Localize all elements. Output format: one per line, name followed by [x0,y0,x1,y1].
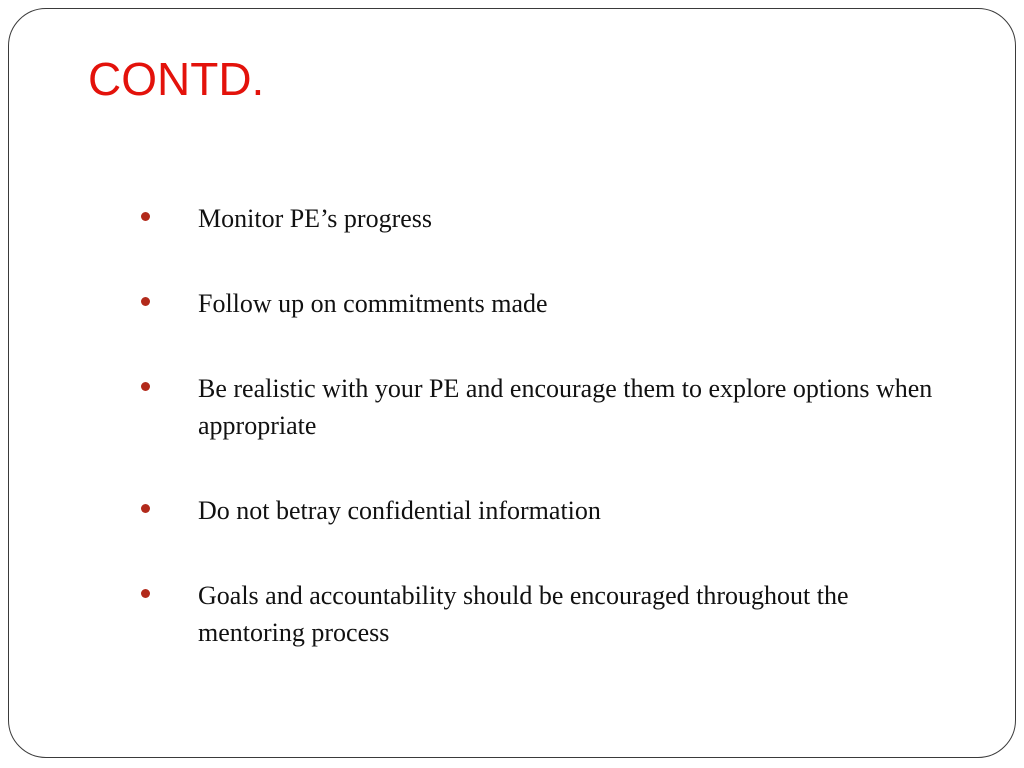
bullet-dot-icon [141,212,150,221]
bullet-text: Goals and accountability should be encouraged throughout the mentoring process [198,581,849,647]
bullet-dot-icon [141,504,150,513]
bullet-item [140,577,940,651]
bullet-item [140,492,940,529]
bullet-text: Be realistic with your PE and encourage them to explore options when appropriate [198,374,933,440]
slide-title: CONTD. [88,53,265,105]
bullet-item [140,370,940,444]
bullet-list [140,200,940,651]
bullet-text: Follow up on commitments made [198,289,548,318]
bullet-text: Monitor PE’s progress [198,204,432,233]
bullet-dot-icon [141,382,150,391]
bullet-dot-icon [141,297,150,306]
bullet-dot-icon [141,589,150,598]
bullet-text: Do not betray confidential information [198,496,601,525]
bullet-item [140,285,940,322]
bullet-item [140,200,940,237]
